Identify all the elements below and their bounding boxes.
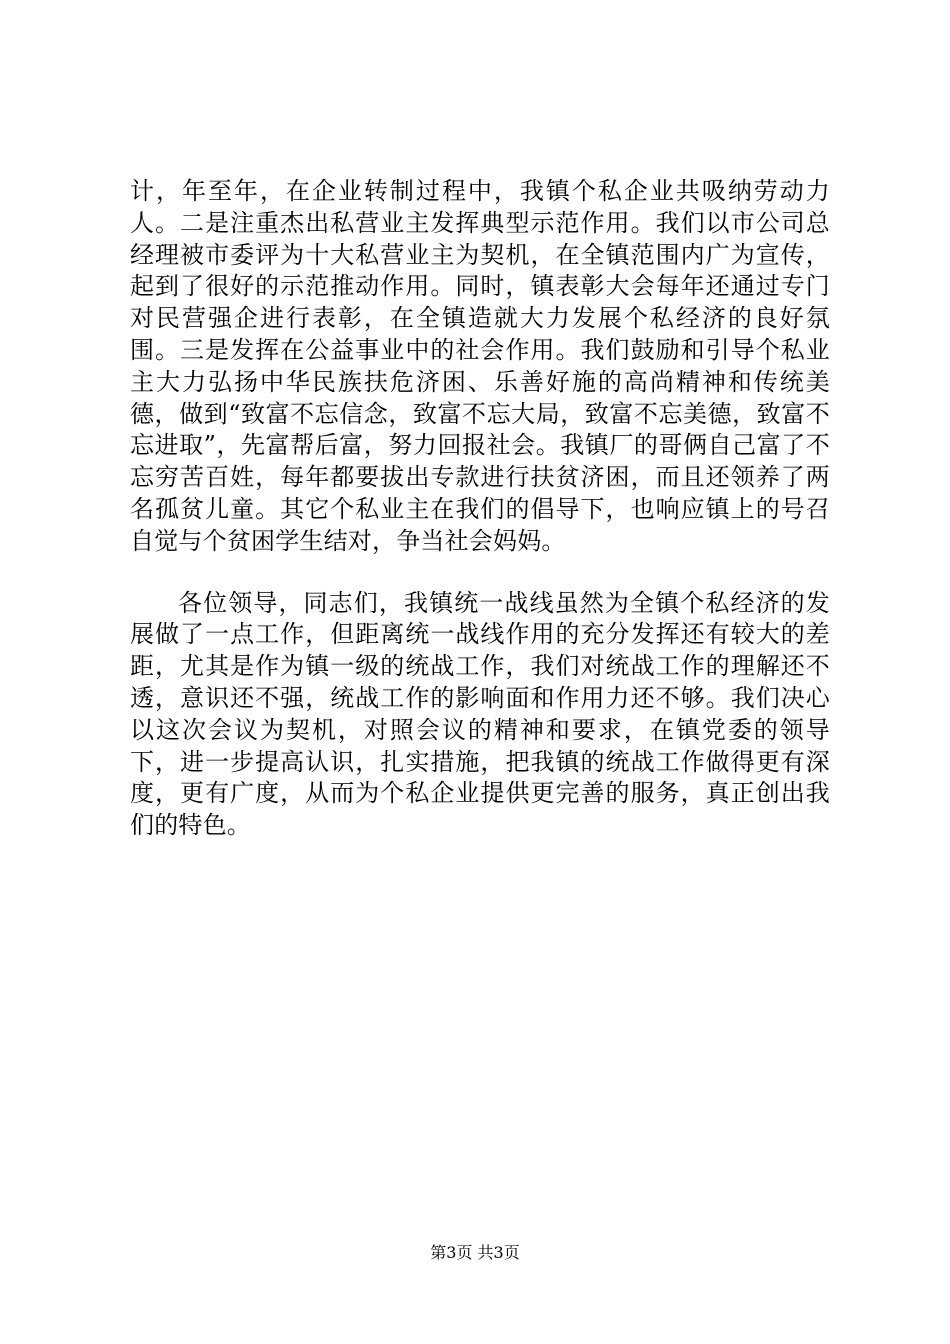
page-footer: 第3页 共3页	[430, 1243, 520, 1262]
paragraph-1: 计，年至年，在企业转制过程中，我镇个私企业共吸纳劳动力人。二是注重杰出私营业主发挥典型示范作用。我们以市公司总经理被市委评为十大私营业主为契机，在全镇范围内广为宣传，起到了很好的示范推动作用。同时，镇表彰大会每年还通过专门对民营强企进行表彰，在全镇造就大力发展个私经济的良好氛围。三是发挥在公益事业中的社会作用。我们鼓励和引导个私业主大力弘扬中华民族扶危济困、乐善好施的高尚精神和传统美德，做到“致富不忘信念，致富不忘大局，致富不忘美德，致富不忘进取”，先富帮后富，努力回报社会。我镇厂的哥俩自己富了不忘穷苦百姓，每年都要拔出专款进行扶贫济困，而且还领养了两名孤贫儿童。其它个私业主在我们的倡导下，也响应镇上的号召自觉与个贫困学生结对，争当社会妈妈。	[130, 177, 830, 555]
paragraph-2: 各位领导，同志们，我镇统一战线虽然为全镇个私经济的发展做了一点工作，但距离统一战线作用的充分发挥还有较大的差距，尤其是作为镇一级的统战工作，我们对统战工作的理解还不透，意识还不强，统战工作的影响面和作用力还不够。我们决心以这次会议为契机，对照会议的精神和要求，在镇党委的领导下，进一步提高认识，扎实措施，把我镇的统战工作做得更有深度，更有广度，从而为个私企业提供更完善的服务，真正创出我们的特色。	[130, 588, 830, 840]
document-body	[130, 176, 830, 842]
